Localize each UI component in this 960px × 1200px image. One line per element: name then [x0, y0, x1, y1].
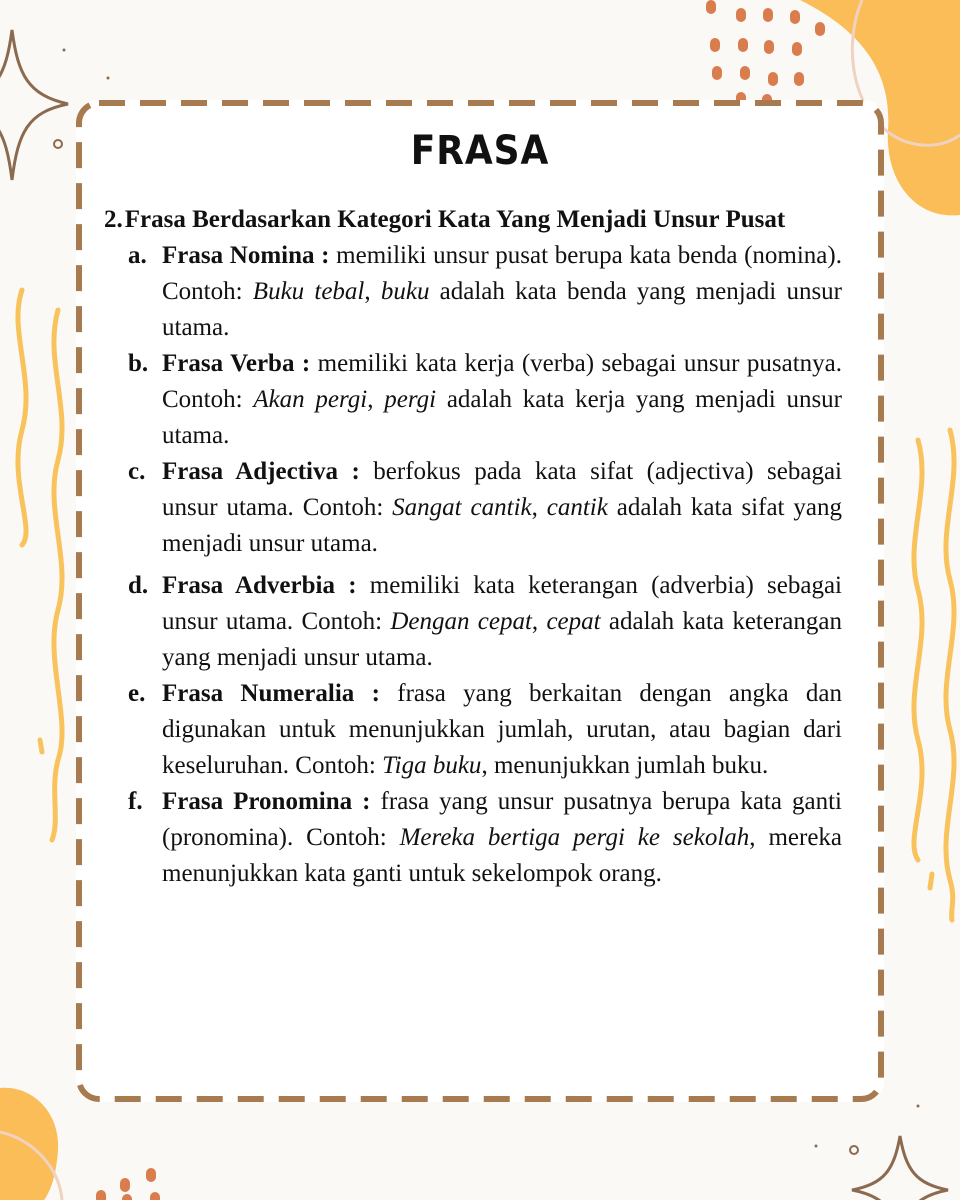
- term: Frasa Pronomina :: [162, 788, 371, 815]
- squiggle-lines-right: [914, 430, 954, 920]
- example: Sangat cantik: [392, 494, 532, 521]
- example: Tiga buku: [382, 752, 482, 779]
- description: memiliki kata keterangan (adverbia) sebagai unsur utama. Contoh:: [162, 572, 842, 635]
- list-item-label: c.: [128, 458, 146, 485]
- term: Frasa Adverbia :: [162, 572, 357, 599]
- term: Frasa Nomina :: [162, 242, 330, 269]
- list-item-body: Frasa Numeralia : frasa yang berkaitan dengan angka dan digunakan untuk menunjukkan jumlah, urutan, atau bagian dari keseluruhan. Contoh: Tiga buku, menunjukkan jumlah buku.: [162, 680, 843, 779]
- list-item: [128, 568, 842, 676]
- list-item: [128, 676, 842, 784]
- description-rest: adalah kata kerja yang menjadi unsur utama.: [162, 386, 842, 449]
- example: Buku tebal: [252, 278, 365, 305]
- list-item: [128, 454, 842, 562]
- list-item-label: d.: [128, 572, 149, 599]
- list-item: [128, 346, 842, 454]
- description-rest: adalah kata benda yang menjadi unsur utama.: [162, 278, 843, 341]
- list-item: [128, 784, 842, 892]
- list-item-label: e.: [128, 680, 146, 707]
- list-item-body: Frasa Verba : memiliki kata kerja (verba) sebagai unsur pusatnya. Contoh: Akan pergi, pergi adalah kata kerja yang menjadi unsur utama.: [162, 350, 842, 449]
- keyword: cantik: [546, 494, 608, 521]
- squiggle-lines-left: [18, 290, 62, 840]
- list-item-label: b.: [128, 350, 149, 377]
- list-item-body: Frasa Adverbia : memiliki kata keterangan (adverbia) sebagai unsur utama. Contoh: Dengan cepat, cepat adalah kata keterangan yang menjadi unsur utama.: [162, 572, 842, 671]
- list-item: [128, 238, 842, 346]
- example: Dengan cepat: [390, 608, 532, 635]
- list-item-label: f.: [128, 788, 143, 815]
- content-body: [104, 202, 842, 892]
- description: berfokus pada kata sifat (adjectiva) sebagai unsur utama. Contoh:: [162, 458, 842, 521]
- keyword: pergi: [384, 386, 437, 413]
- description-rest: adalah kata keterangan yang menjadi unsur utama.: [162, 608, 842, 671]
- term: Frasa Numeralia :: [162, 680, 380, 707]
- description-rest: adalah kata sifat yang menjadi unsur utama.: [162, 494, 842, 557]
- description: frasa yang berkaitan dengan angka dan digunakan untuk menunjukkan jumlah, urutan, atau bagian dari keseluruhan. Contoh:: [162, 680, 843, 779]
- description: memiliki unsur pusat berupa kata benda (nomina). Contoh:: [162, 242, 842, 305]
- term: Frasa Verba :: [162, 350, 311, 377]
- sparkle-bottom-right: [852, 1136, 948, 1200]
- description: frasa yang unsur pusatnya berupa kata ganti (pronomina). Contoh:: [162, 788, 843, 851]
- example: Mereka bertiga pergi ke sekolah: [399, 824, 750, 851]
- dot-outline-bottom-right: [850, 1146, 858, 1154]
- list-item-label: a.: [128, 242, 147, 269]
- description-rest: mereka menunjukkan kata ganti untuk sekelompok orang.: [162, 824, 843, 887]
- dot-outline-top-left: [54, 140, 62, 148]
- section-heading-text: Frasa Berdasarkan Kategori Kata Yang Menjadi Unsur Pusat: [124, 206, 786, 233]
- description-rest: menunjukkan jumlah buku.: [493, 752, 769, 779]
- sparkle-top-left: [0, 30, 68, 180]
- list-item-body: Frasa Adjectiva : berfokus pada kata sifat (adjectiva) sebagai unsur utama. Contoh: Sangat cantik, cantik adalah kata sifat yang menjadi unsur utama.: [162, 458, 842, 557]
- list-item-body: Frasa Nomina : memiliki unsur pusat berupa kata benda (nomina). Contoh: Buku tebal, buku adalah kata benda yang menjadi unsur utama.: [162, 242, 843, 341]
- section-heading: [104, 202, 842, 238]
- term: Frasa Adjectiva :: [162, 458, 360, 485]
- keyword: cepat: [546, 608, 601, 635]
- dot-pattern-bottom-left: [96, 1168, 160, 1200]
- dot-pattern-top-right: [706, 0, 825, 108]
- description: memiliki kata kerja (verba) sebagai unsur pusatnya. Contoh:: [162, 350, 842, 413]
- keyword: buku: [380, 278, 430, 305]
- section-number: 2.: [104, 206, 123, 233]
- list-item-body: Frasa Pronomina : frasa yang unsur pusatnya berupa kata ganti (pronomina). Contoh: Mereka bertiga pergi ke sekolah, mereka menunjukkan kata ganti untuk sekelompok orang.: [162, 788, 843, 887]
- example: Akan pergi: [253, 386, 368, 413]
- page-title: FRASA: [410, 128, 550, 174]
